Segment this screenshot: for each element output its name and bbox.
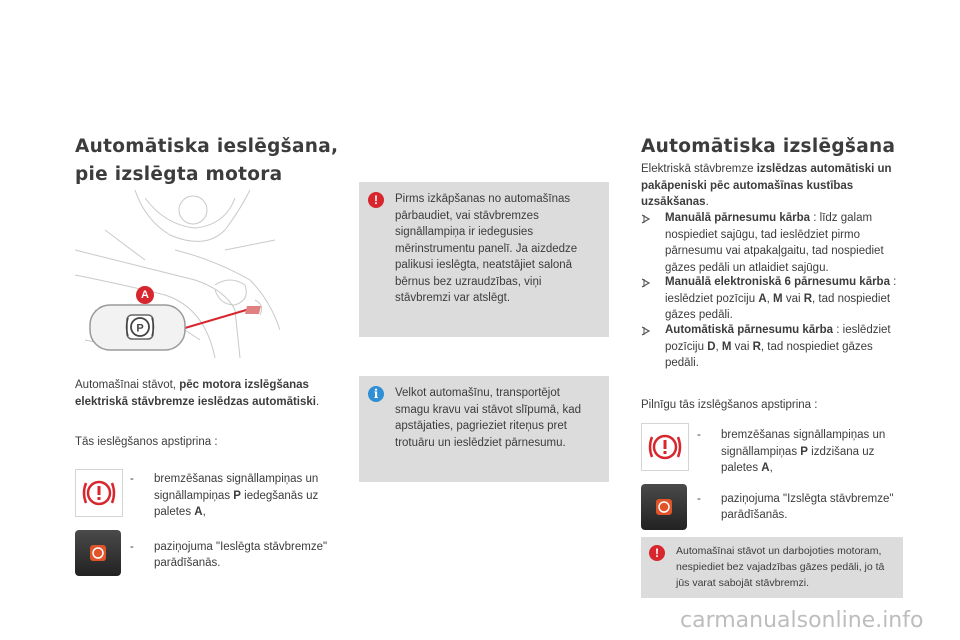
left-confirm-intro: Tās ieslēgšanos apstiprina : — [75, 436, 218, 448]
left-title-line2: pie izslēgta motora — [75, 164, 283, 185]
right-title-text: Automātiska izslēgšana — [641, 136, 896, 157]
right-title — [641, 133, 895, 161]
left-item1-text2: iedegšanās uz paletes — [154, 489, 319, 518]
right-b2-m: M — [773, 292, 783, 305]
right-confirm-item-1 — [697, 427, 907, 477]
right-intro-end: . — [705, 196, 709, 208]
exclamation-circle-icon: ! — [649, 545, 665, 561]
right-b3-sep2: vai — [731, 340, 753, 353]
left-item2-text: paziņojuma "Ieslēgta stāvbremze" parādīšanās. — [154, 540, 328, 569]
right-b3-d: D — [707, 340, 716, 353]
left-title-line1: Automātiska ieslēgšana, — [75, 136, 339, 157]
warning-box-parking — [359, 182, 609, 337]
right-item1-text2: izdzišana uz paletes — [721, 445, 875, 474]
center-console-drawing — [75, 190, 280, 358]
right-b1-text: : līdz galam nospiediet sajūgu, tad ieslēdziet pirmo pārnesumu vai atpakaļgaitu, tad nospiediet gāzes pedāli un atlaidiet sajūgu. — [665, 212, 884, 274]
right-b3-text1: : ieslēdziet pozīciju — [665, 324, 891, 353]
right-confirm-item-2 — [697, 491, 907, 524]
site-watermark: carmanualsonline.info — [680, 608, 924, 633]
left-confirm-list — [130, 471, 340, 572]
svg-text:P: P — [136, 322, 144, 335]
right-b3-r: R — [752, 340, 761, 353]
left-para-plain: Automašīnai stāvot, — [75, 379, 180, 391]
left-confirm-item-1 — [130, 471, 340, 521]
right-confirm-intro: Pilnīgu tās izslēgšanos apstiprina : — [641, 399, 818, 411]
left-confirm-item-2 — [130, 539, 340, 572]
right-intro-plain: Elektriskā stāvbremze — [641, 163, 757, 175]
left-title — [75, 133, 338, 189]
left-item1-bold1: P — [233, 489, 241, 502]
info-circle-icon: i — [368, 386, 384, 402]
right-b1-bold: Manuālā pārnesumu kārba — [665, 212, 811, 224]
right-item1-bold1: P — [800, 445, 808, 458]
brake-warning-lamp-icon — [641, 423, 689, 471]
right-bullet-3 — [641, 322, 906, 372]
right-intro — [641, 161, 903, 211]
accelerator-warning-text: Automašīnai stāvot un darbojoties motoram, nespiediet bez vajadzības gāzes pedāli, jo tā jūs varat sabojāt stāvbremzi. — [676, 545, 885, 589]
right-bullet-1 — [641, 210, 906, 276]
left-paragraph — [75, 377, 335, 410]
exclamation-circle-icon: ! — [368, 192, 384, 208]
left-item1-text1: bremzēšanas signāllampiņas un signāllampiņas — [154, 473, 319, 502]
arrow-bullet-icon — [641, 211, 651, 227]
right-b3-m: M — [721, 340, 732, 353]
warning-text: Pirms izkāpšanas no automašīnas pārbaudiet, vai stāvbremzes signāllampiņa ir iedegusies mērinstrumentu panelī. Ja aizdedze palikusi ieslēgta, neatstājiet salonā bērnus bez uzraudzības, viņi stāvbremzi var atslēgt. — [395, 193, 578, 304]
right-b3-text2: , tad nospiediet gāzes pedāli. — [665, 340, 873, 369]
right-bullet-2 — [641, 274, 906, 324]
right-intro-bold: izslēdzas automātiski un pakāpeniski pēc automašīnas kustības uzsākšanas — [641, 163, 892, 208]
left-para-bold: pēc motora izslēgšanas elektriskā stāvbremze ieslēdzas automātiski — [75, 379, 316, 408]
parking-brake-lamp-icon — [641, 484, 687, 530]
info-text: Velkot automašīnu, transportējot smagu kravu vai stāvot slīpumā, kad apstājaties, pagrieziet riteņus pret trotuāru un ieslēdziet pārnesumu. — [395, 387, 581, 449]
parking-brake-lamp-icon — [75, 530, 121, 576]
right-b2-r: R — [803, 292, 813, 305]
right-b2-text1: : ieslēdziet pozīciju — [665, 276, 897, 305]
right-b2-a: A — [758, 292, 767, 305]
right-b2-text2: , tad nospiediet gāzes pedāli. — [665, 292, 891, 321]
left-item1-end: , — [202, 506, 206, 518]
left-item1-bold2: A — [194, 506, 203, 518]
right-item1-bold2: A — [761, 462, 770, 474]
info-box-towing — [359, 376, 609, 482]
right-b3-bold: Automātiskā pārnesumu kārba — [665, 324, 834, 336]
arrow-bullet-icon — [641, 275, 651, 291]
right-b2-bold: Manuālā elektroniskā 6 pārnesumu kārba — [665, 276, 890, 288]
right-b3-sep1: , — [715, 340, 722, 353]
right-b2-sep1: , — [766, 292, 774, 305]
right-confirm-list — [697, 427, 907, 524]
callout-a-badge: A — [136, 286, 154, 304]
arrow-bullet-icon — [641, 323, 651, 339]
right-b2-sep2: vai — [782, 292, 804, 305]
warning-box-accelerator — [641, 537, 903, 598]
right-item2-text: paziņojuma "Izslēgta stāvbremze" parādīšanās. — [721, 492, 894, 521]
right-item1-end: , — [769, 462, 773, 474]
console-illustration — [75, 190, 280, 358]
left-para-end: . — [316, 395, 320, 408]
brake-warning-lamp-icon — [75, 469, 123, 517]
right-item1-text1: bremzēšanas signāllampiņas un signāllampiņas — [721, 429, 886, 458]
